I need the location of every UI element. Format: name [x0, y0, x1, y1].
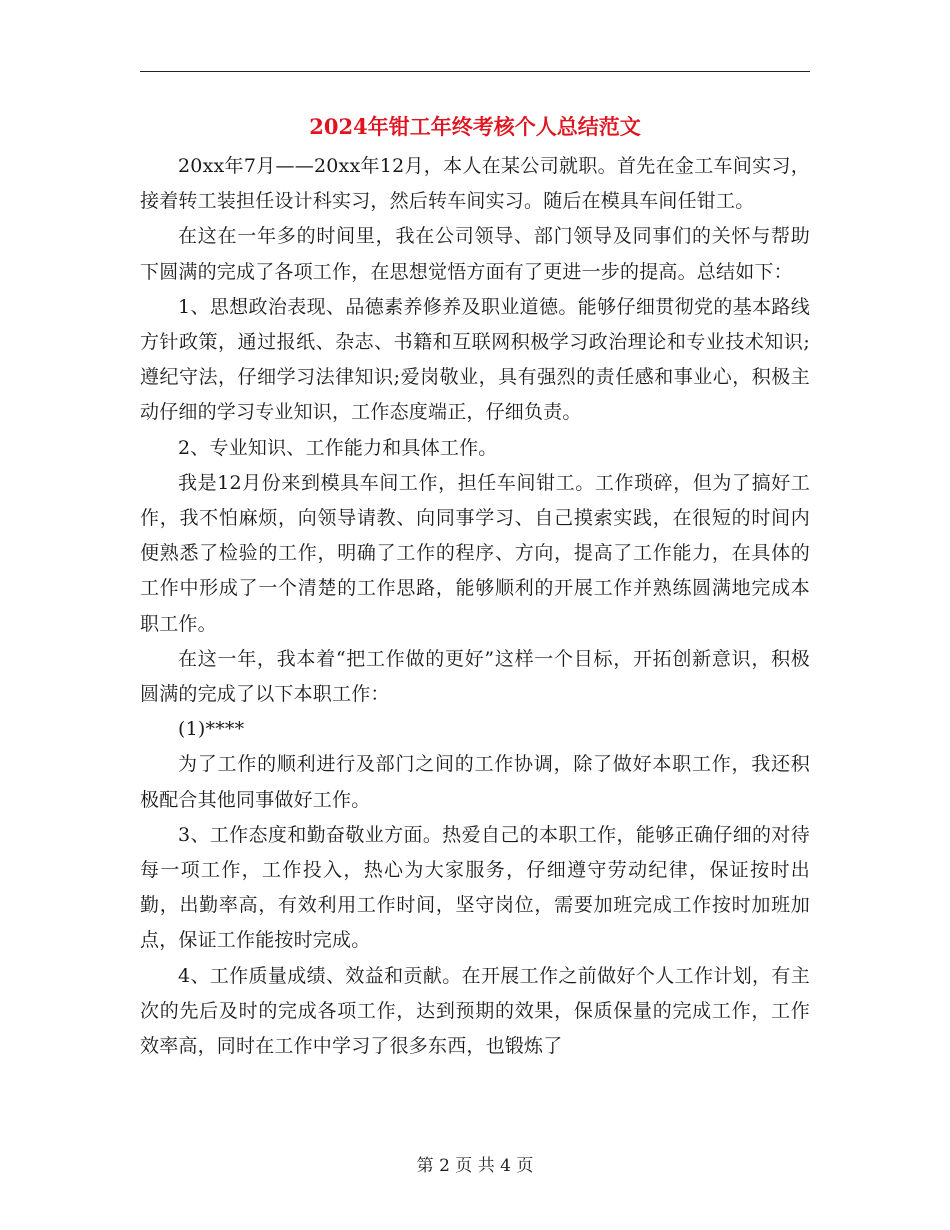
- paragraph-summary-lead: 在这在一年多的时间里，我在公司领导、部门领导及同事们的关怀与帮助下圆满的完成了各项工作，在思想觉悟方面有了更进一步的提高。总结如下：: [140, 225, 810, 283]
- paragraph-section-1: 1、思想政治表现、品德素养修养及职业道德。能够仔细贯彻党的基本路线方针政策，通过报纸、杂志、书籍和互联网积极学习政治理论和专业技术知识;遵纪守法，仔细学习法律知识;爱岗敬业，具有强烈的责任感和事业心，积极主动仔细的学习专业知识，工作态度端正，仔细负责。: [140, 295, 810, 424]
- paragraph-section-2-body: 我是12月份来到模具车间工作，担任车间钳工。工作琐碎，但为了搞好工作，我不怕麻烦，向领导请教、向同事学习、自己摸索实践，在很短的时间内便熟悉了检验的工作，明确了工作的程序、方向，提高了工作能力，在具体的工作中形成了一个清楚的工作思路，能够顺利的开展工作并熟练圆满地完成本职工作。: [140, 471, 810, 635]
- paragraph-goal: 在这一年，我本着“把工作做的更好”这样一个目标，开拓创新意识，积极圆满的完成了以下本职工作：: [140, 647, 810, 706]
- header-rule: [140, 71, 810, 72]
- paragraph-cooperation: 为了工作的顺利进行及部门之间的工作协调，除了做好本职工作，我还积极配合其他同事做好工作。: [140, 753, 810, 811]
- paragraph-section-2-heading: 2、专业知识、工作能力和具体工作。: [178, 436, 498, 459]
- paragraph-section-3: 3、工作态度和勤奋敬业方面。热爱自己的本职工作，能够正确仔细的对待每一项工作，工作投入，热心为大家服务，仔细遵守劳动纪律，保证按时出勤，出勤率高，有效利用工作时间，坚守岗位，需要加班完成工作按时加班加点，保证工作能按时完成。: [140, 823, 810, 952]
- document-title: 2024年钳工年终考核个人总结范文: [309, 114, 641, 139]
- paragraph-item-1: (1)****: [178, 718, 245, 741]
- page-number: 第 2 页 共 4 页: [416, 1156, 534, 1176]
- paragraph-intro: 20xx年7月——20xx年12月，本人在某公司就职。首先在金工车间实习，接着转工装担任设计科实习，然后转车间实习。随后在模具车间任钳工。: [140, 155, 810, 213]
- document-body: [140, 149, 810, 1064]
- paragraph-section-4: 4、工作质量成绩、效益和贡献。在开展工作之前做好个人工作计划，有主次的先后及时的完成各项工作，达到预期的效果，保质保量的完成工作，工作效率高，同时在工作中学习了很多东西，也锻炼了: [140, 964, 810, 1058]
